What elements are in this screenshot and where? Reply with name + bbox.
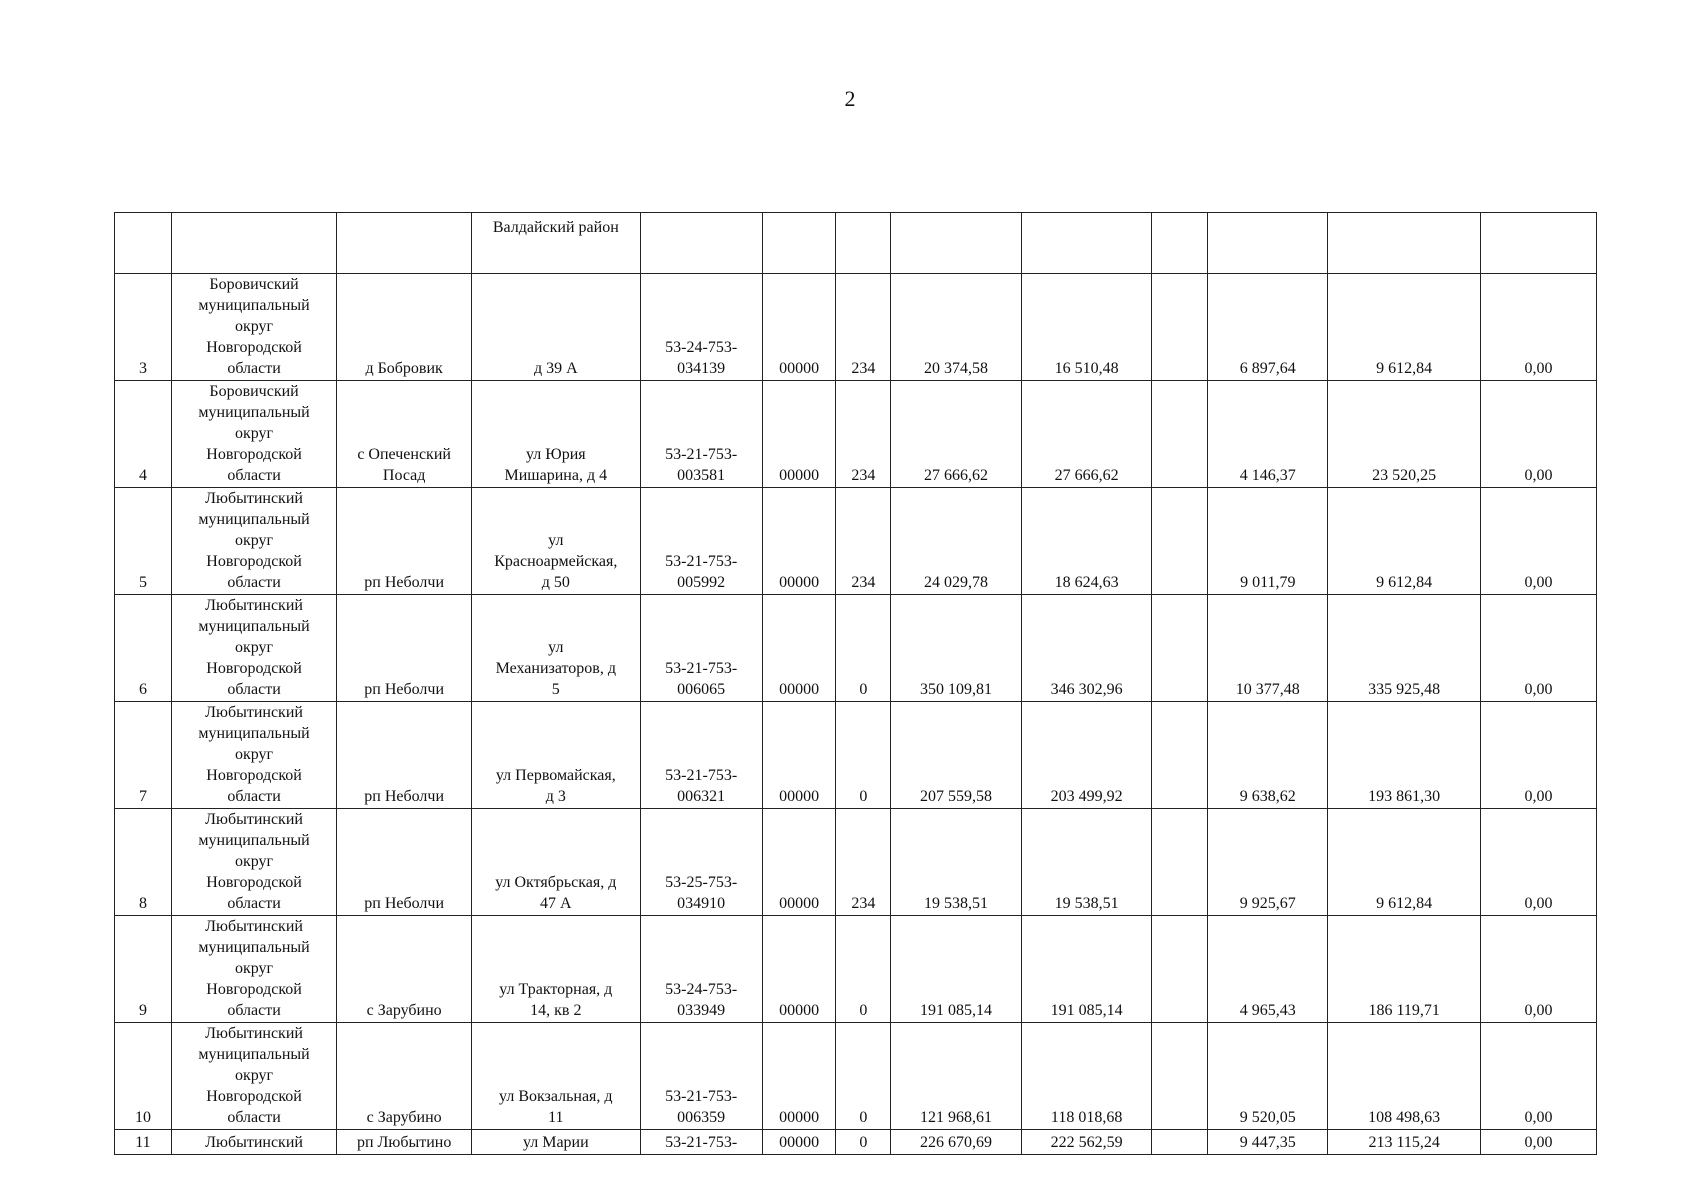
part1-amount-cell: 9 925,67 xyxy=(1208,809,1328,916)
district-cell: Любытинский xyxy=(171,1130,336,1155)
district-cell: Любытинский муниципальный округ Новгородской области xyxy=(171,488,336,595)
zero-amount-cell: 0,00 xyxy=(1481,702,1597,809)
part2-amount-cell: 108 498,63 xyxy=(1328,1023,1481,1130)
total-amount-cell: 19 538,51 xyxy=(891,809,1022,916)
part1-amount-cell: 10 377,48 xyxy=(1208,595,1328,702)
address-cell: ул Вокзальная, д 11 xyxy=(472,1023,641,1130)
total-amount-cell: 20 374,58 xyxy=(891,274,1022,381)
oktmo-code-cell: 53-24-753- 034139 xyxy=(640,274,762,381)
address-cell: ул Красноармейская, д 50 xyxy=(472,488,641,595)
address-cell: ул Юрия Мишарина, д 4 xyxy=(472,381,641,488)
row-number-cell: 10 xyxy=(115,1023,172,1130)
header-cell xyxy=(640,213,762,274)
address-cell: ул Первомайская, д 3 xyxy=(472,702,641,809)
empty-cell xyxy=(1152,488,1208,595)
header-cell xyxy=(836,213,891,274)
part1-amount-cell: 6 897,64 xyxy=(1208,274,1328,381)
table-header-row xyxy=(115,213,1597,274)
sum-amount-cell: 27 666,62 xyxy=(1021,381,1152,488)
part1-amount-cell: 9 447,35 xyxy=(1208,1130,1328,1155)
empty-cell xyxy=(1152,809,1208,916)
empty-cell xyxy=(1152,702,1208,809)
empty-cell xyxy=(1152,595,1208,702)
sum-amount-cell: 19 538,51 xyxy=(1021,809,1152,916)
sum-amount-cell: 346 302,96 xyxy=(1021,595,1152,702)
settlement-cell: с Зарубино xyxy=(337,1023,472,1130)
code-00000-cell: 00000 xyxy=(762,1023,836,1130)
part2-amount-cell: 9 612,84 xyxy=(1328,809,1481,916)
header-cell xyxy=(337,213,472,274)
total-amount-cell: 350 109,81 xyxy=(891,595,1022,702)
row-number-cell: 7 xyxy=(115,702,172,809)
total-amount-cell: 191 085,14 xyxy=(891,916,1022,1023)
zero-amount-cell: 0,00 xyxy=(1481,809,1597,916)
header-cell xyxy=(171,213,336,274)
code-00000-cell: 00000 xyxy=(762,488,836,595)
total-amount-cell: 226 670,69 xyxy=(891,1130,1022,1155)
part2-amount-cell: 23 520,25 xyxy=(1328,381,1481,488)
header-cell xyxy=(1021,213,1152,274)
page-number: 2 xyxy=(844,86,856,111)
address-cell: ул Марии xyxy=(472,1130,641,1155)
row-number-cell: 4 xyxy=(115,381,172,488)
settlement-cell: с Зарубино xyxy=(337,916,472,1023)
code-00000-cell: 00000 xyxy=(762,381,836,488)
table-row xyxy=(115,1130,1597,1155)
row-number-cell: 8 xyxy=(115,809,172,916)
part2-amount-cell: 213 115,24 xyxy=(1328,1130,1481,1155)
header-cell xyxy=(1208,213,1328,274)
code-00000-cell: 00000 xyxy=(762,1130,836,1155)
table-row xyxy=(115,381,1597,488)
address-cell: д 39 А xyxy=(472,274,641,381)
zero-amount-cell: 0,00 xyxy=(1481,1023,1597,1130)
zero-amount-cell: 0,00 xyxy=(1481,916,1597,1023)
district-cell: Любытинский муниципальный округ Новгородской области xyxy=(171,809,336,916)
data-table xyxy=(114,212,1597,1155)
header-cell xyxy=(1328,213,1481,274)
code-00000-cell: 00000 xyxy=(762,809,836,916)
sum-amount-cell: 191 085,14 xyxy=(1021,916,1152,1023)
zero-amount-cell: 0,00 xyxy=(1481,488,1597,595)
oktmo-code-cell: 53-21-753- 006065 xyxy=(640,595,762,702)
total-amount-cell: 27 666,62 xyxy=(891,381,1022,488)
count-cell: 0 xyxy=(836,702,891,809)
table-row xyxy=(115,809,1597,916)
header-cell xyxy=(762,213,836,274)
sum-amount-cell: 18 624,63 xyxy=(1021,488,1152,595)
code-00000-cell: 00000 xyxy=(762,274,836,381)
settlement-cell: рп Неболчи xyxy=(337,595,472,702)
part2-amount-cell: 9 612,84 xyxy=(1328,274,1481,381)
empty-cell xyxy=(1152,381,1208,488)
zero-amount-cell: 0,00 xyxy=(1481,274,1597,381)
table-row xyxy=(115,595,1597,702)
total-amount-cell: 121 968,61 xyxy=(891,1023,1022,1130)
total-amount-cell: 24 029,78 xyxy=(891,488,1022,595)
row-number-cell: 11 xyxy=(115,1130,172,1155)
oktmo-code-cell: 53-21-753- xyxy=(640,1130,762,1155)
count-cell: 234 xyxy=(836,809,891,916)
settlement-cell: рп Неболчи xyxy=(337,809,472,916)
address-cell: ул Октябрьская, д 47 А xyxy=(472,809,641,916)
table-row xyxy=(115,702,1597,809)
sum-amount-cell: 203 499,92 xyxy=(1021,702,1152,809)
row-number-cell: 9 xyxy=(115,916,172,1023)
part1-amount-cell: 9 520,05 xyxy=(1208,1023,1328,1130)
empty-cell xyxy=(1152,274,1208,381)
count-cell: 0 xyxy=(836,1023,891,1130)
count-cell: 234 xyxy=(836,274,891,381)
count-cell: 0 xyxy=(836,1130,891,1155)
address-cell: ул Механизаторов, д 5 xyxy=(472,595,641,702)
table-row xyxy=(115,488,1597,595)
header-cell xyxy=(115,213,172,274)
code-00000-cell: 00000 xyxy=(762,595,836,702)
empty-cell xyxy=(1152,916,1208,1023)
header-cell xyxy=(891,213,1022,274)
settlement-cell: рп Неболчи xyxy=(337,488,472,595)
oktmo-code-cell: 53-21-753- 003581 xyxy=(640,381,762,488)
settlement-cell: с Опеченский Посад xyxy=(337,381,472,488)
code-00000-cell: 00000 xyxy=(762,916,836,1023)
total-amount-cell: 207 559,58 xyxy=(891,702,1022,809)
oktmo-code-cell: 53-21-753- 006321 xyxy=(640,702,762,809)
address-cell: ул Тракторная, д 14, кв 2 xyxy=(472,916,641,1023)
part2-amount-cell: 193 861,30 xyxy=(1328,702,1481,809)
part1-amount-cell: 4 965,43 xyxy=(1208,916,1328,1023)
sum-amount-cell: 16 510,48 xyxy=(1021,274,1152,381)
table-row xyxy=(115,274,1597,381)
sum-amount-cell: 118 018,68 xyxy=(1021,1023,1152,1130)
row-number-cell: 5 xyxy=(115,488,172,595)
zero-amount-cell: 0,00 xyxy=(1481,1130,1597,1155)
zero-amount-cell: 0,00 xyxy=(1481,381,1597,488)
district-cell: Любытинский муниципальный округ Новгородской области xyxy=(171,702,336,809)
header-cell xyxy=(1152,213,1208,274)
count-cell: 0 xyxy=(836,595,891,702)
district-cell: Боровичский муниципальный округ Новгородской области xyxy=(171,381,336,488)
settlement-cell: д Бобровик xyxy=(337,274,472,381)
district-cell: Любытинский муниципальный округ Новгородской области xyxy=(171,1023,336,1130)
settlement-cell: рп Любытино xyxy=(337,1130,472,1155)
district-cell: Любытинский муниципальный округ Новгородской области xyxy=(171,595,336,702)
row-number-cell: 6 xyxy=(115,595,172,702)
row-number-cell: 3 xyxy=(115,274,172,381)
oktmo-code-cell: 53-24-753- 033949 xyxy=(640,916,762,1023)
count-cell: 234 xyxy=(836,488,891,595)
sum-amount-cell: 222 562,59 xyxy=(1021,1130,1152,1155)
code-00000-cell: 00000 xyxy=(762,702,836,809)
part1-amount-cell: 4 146,37 xyxy=(1208,381,1328,488)
part2-amount-cell: 335 925,48 xyxy=(1328,595,1481,702)
part2-amount-cell: 186 119,71 xyxy=(1328,916,1481,1023)
part2-amount-cell: 9 612,84 xyxy=(1328,488,1481,595)
district-cell: Любытинский муниципальный округ Новгородской области xyxy=(171,916,336,1023)
header-cell xyxy=(1481,213,1597,274)
count-cell: 0 xyxy=(836,916,891,1023)
empty-cell xyxy=(1152,1130,1208,1155)
settlement-cell: рп Неболчи xyxy=(337,702,472,809)
table-row xyxy=(115,916,1597,1023)
count-cell: 234 xyxy=(836,381,891,488)
zero-amount-cell: 0,00 xyxy=(1481,595,1597,702)
part1-amount-cell: 9 638,62 xyxy=(1208,702,1328,809)
header-address-cell: Валдайский район xyxy=(472,213,641,274)
table-row xyxy=(115,1023,1597,1130)
oktmo-code-cell: 53-25-753- 034910 xyxy=(640,809,762,916)
oktmo-code-cell: 53-21-753- 005992 xyxy=(640,488,762,595)
part1-amount-cell: 9 011,79 xyxy=(1208,488,1328,595)
oktmo-code-cell: 53-21-753- 006359 xyxy=(640,1023,762,1130)
district-cell: Боровичский муниципальный округ Новгородской области xyxy=(171,274,336,381)
empty-cell xyxy=(1152,1023,1208,1130)
